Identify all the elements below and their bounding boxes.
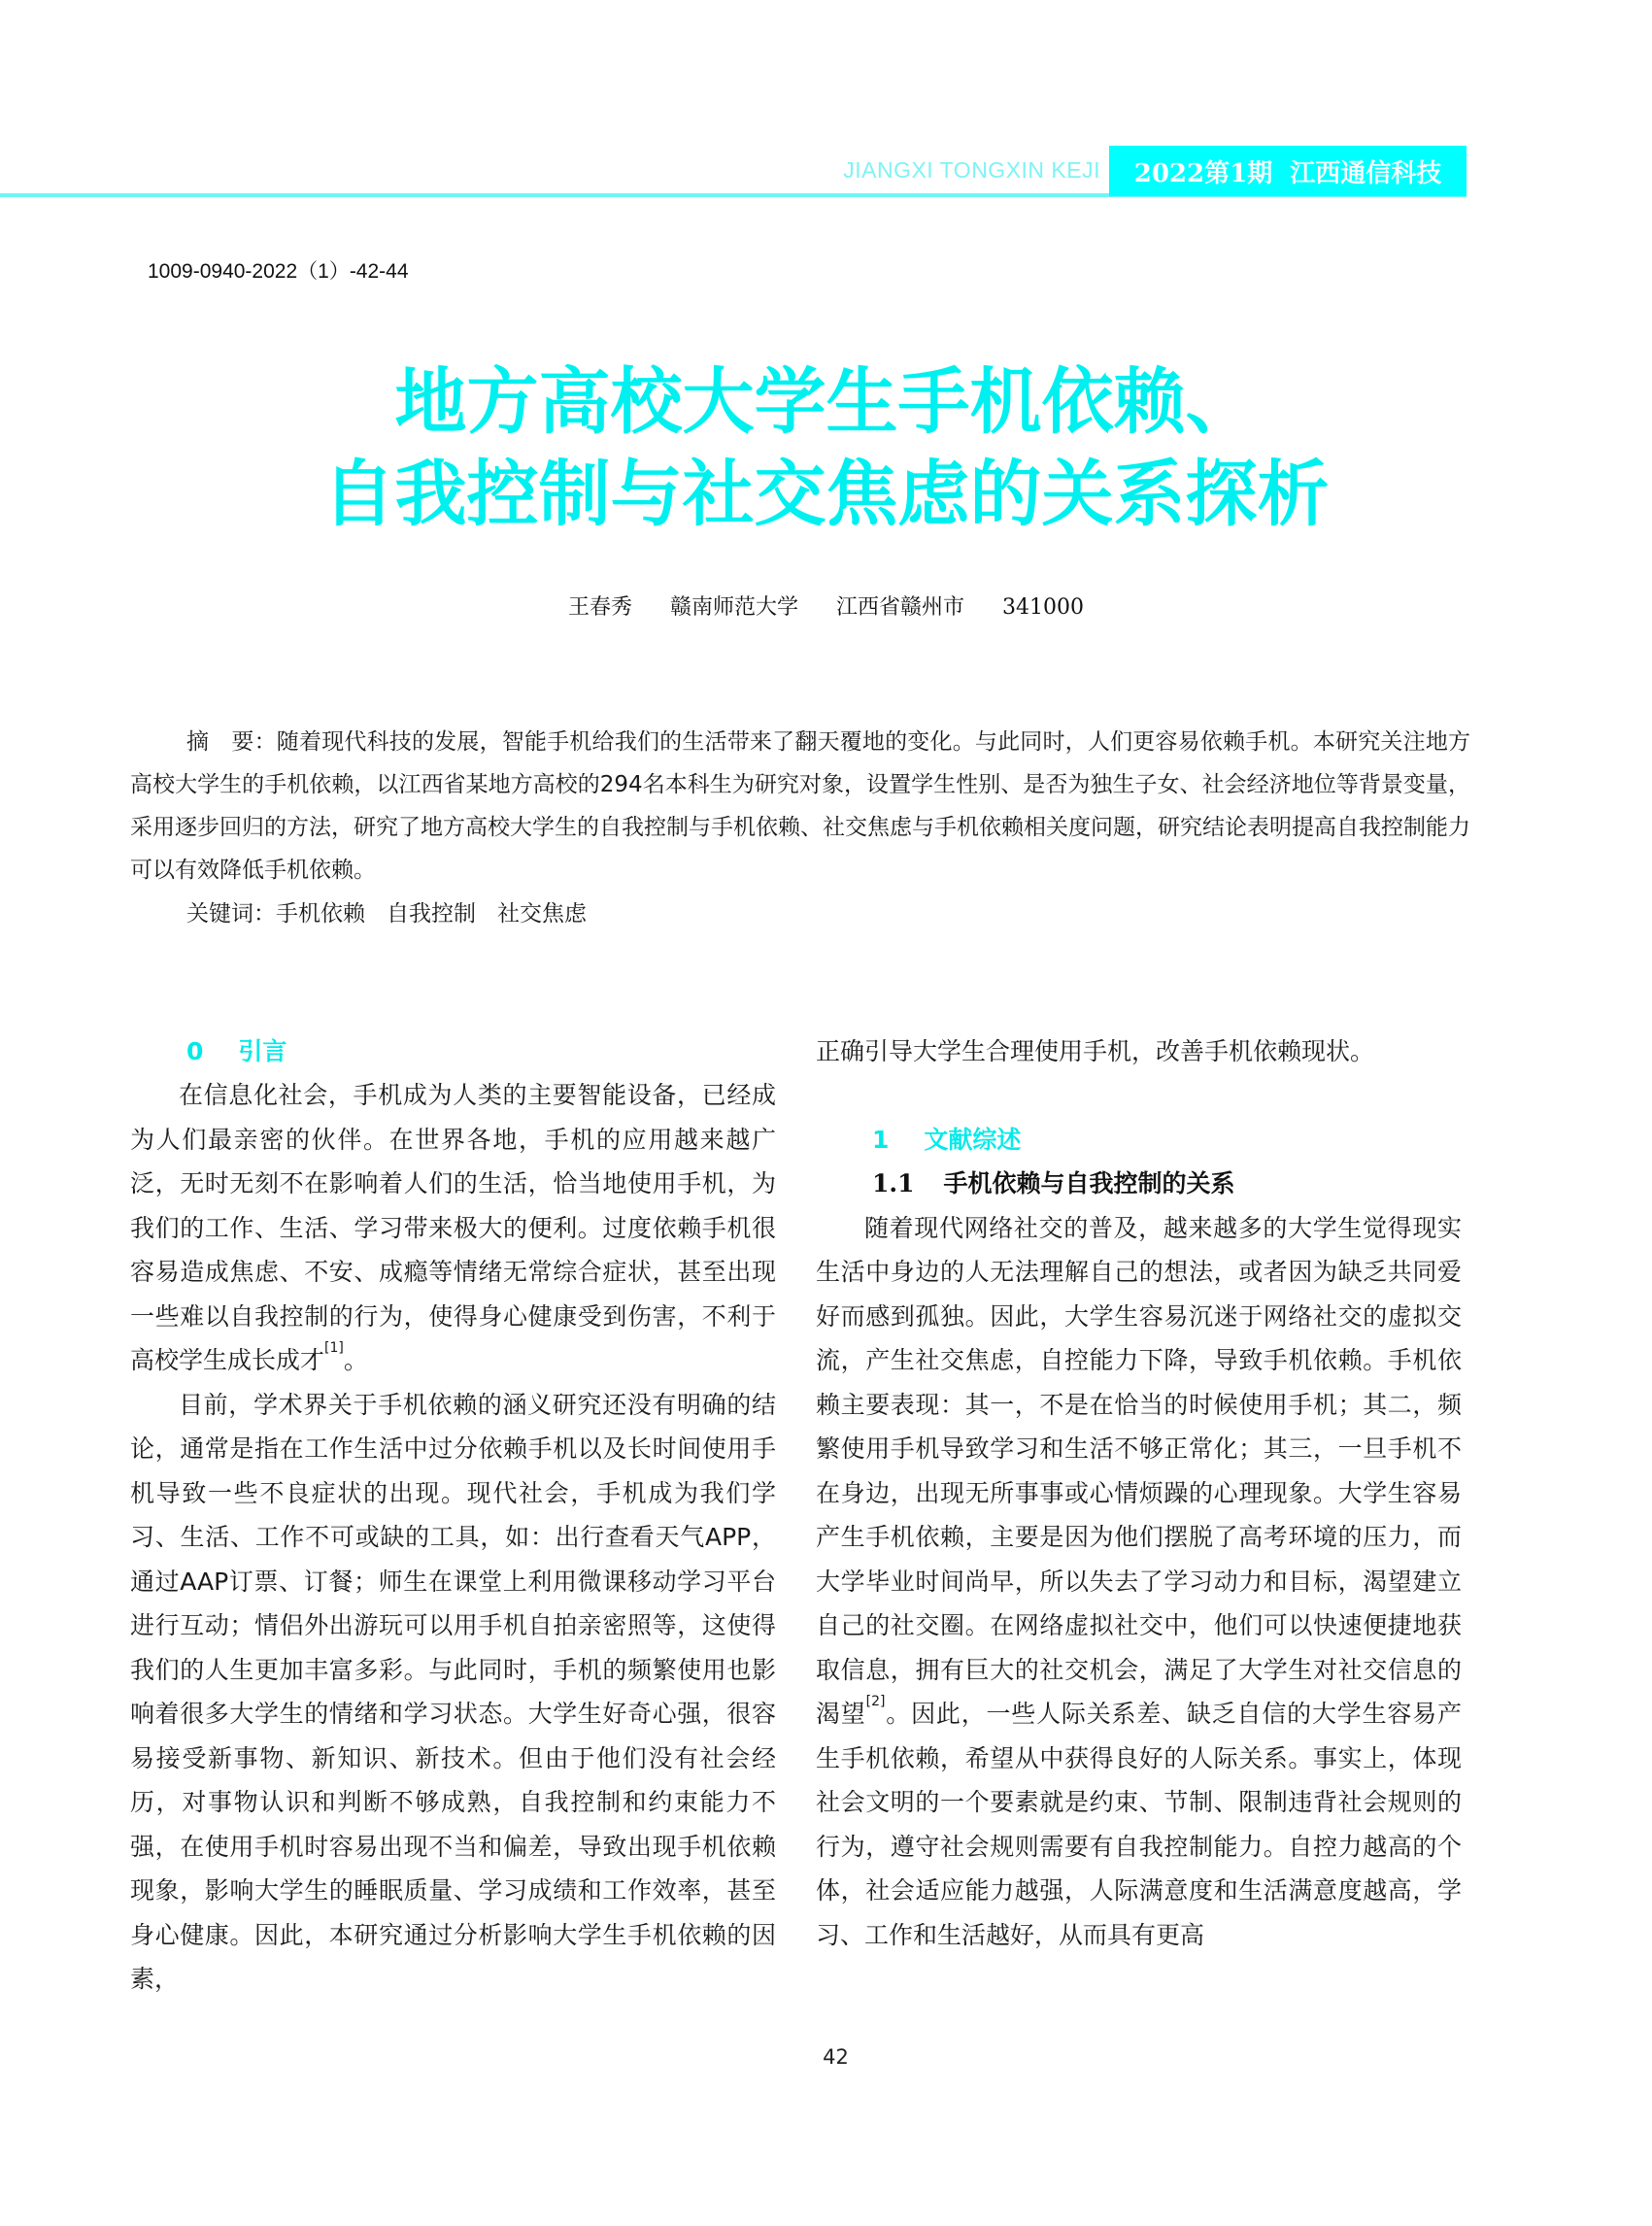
- article-title-line-1: 地方高校大学生手机依赖、: [394, 360, 1258, 444]
- author-postcode: 341000: [1002, 595, 1085, 620]
- keyword: 自我控制: [387, 901, 476, 927]
- author-line: [0, 590, 1652, 621]
- citation-ref[interactable]: [1]: [324, 1340, 344, 1356]
- section-number: 1: [872, 1125, 890, 1154]
- section-heading-introduction: [130, 1029, 776, 1073]
- journal-name-chinese: 江西通信科技: [1290, 158, 1442, 188]
- subsection-title: 手机依赖与自我控制的关系: [943, 1168, 1235, 1197]
- abstract: [130, 721, 1470, 892]
- keywords-label: 关键词：: [186, 901, 276, 927]
- paragraph-end: 。: [343, 1346, 368, 1374]
- journal-name-english: JIANGXI TONGXIN KEJI: [843, 157, 1100, 183]
- document-number: 1009-0940-2022（1）-42-44: [148, 260, 409, 283]
- paragraph: 目前，学术界关于手机依赖的涵义研究还没有明确的结论，通常是指在工作生活中过分依赖手机以及长时间使用手机导致一些不良症状的出现。现代社会，手机成为我们学习、生活、工作不可或缺的工具，如：出行查看天气APP，通过AAP订票、订餐；师生在课堂上利用微课移动学习平台进行互动；情侣外出游玩可以用手机自拍亲密照等，这使得我们的人生更加丰富多彩。与此同时，手机的频繁使用也影响着很多大学生的情绪和学习状态。大学生好奇心强，很容易接受新事物、新知识、新技术。但由于他们没有社会经历，对事物认识和判断不够成熟，自我控制和约束能力不强，在使用手机时容易出现不当和偏差，导致出现手机依赖现象，影响大学生的睡眠质量、学习成绩和工作效率，甚至身心健康。因此，本研究通过分析影响大学生手机依赖的因素，: [130, 1390, 776, 1993]
- journal-issue-banner: [1109, 146, 1467, 196]
- author-location: 江西省赣州市: [836, 595, 965, 620]
- section-title: 文献综述: [924, 1125, 1022, 1154]
- article-title-line-2: 自我控制与社交焦虑的关系探析: [322, 453, 1330, 536]
- paragraph: [816, 1206, 1462, 1958]
- section-number: 0: [186, 1037, 204, 1065]
- body-column-left: [130, 1029, 776, 2002]
- paragraph-text: 在信息化社会，手机成为人类的主要智能设备，已经成为人们最亲密的伙伴。在世界各地，手机的应用越来越广泛，无时无刻不在影响着人们的生活，恰当地使用手机，为我们的工作、生活、学习带来极大的便利。过度依赖手机很容易造成焦虑、不安、成瘾等情绪无常综合症状，甚至出现一些难以自我控制的行为，使得身心健康受到伤害，不利于高校学生成长成才: [130, 1081, 776, 1374]
- keyword: 社交焦虑: [497, 901, 587, 927]
- abstract-text: 随着现代科技的发展，智能手机给我们的生活带来了翻天覆地的变化。与此同时，人们更容易依赖手机。本研究关注地方高校大学生的手机依赖，以江西省某地方高校的294名本科生为研究对象，设置学生性别、是否为独生子女、社会经济地位等背景变量，采用逐步回归的方法，研究了地方高校大学生的自我控制与手机依赖、社交焦虑与手机依赖相关度问题，研究结论表明提高自我控制能力可以有效降低手机依赖。: [130, 729, 1471, 883]
- citation-ref[interactable]: [2]: [865, 1694, 886, 1709]
- paragraph-text: 。因此，一些人际关系差、缺乏自信的大学生容易产生手机依赖，希望从中获得良好的人际关系。事实上，体现社会文明的一个要素就是约束、节制、限制违背社会规则的行为，遵守社会规则需要有自我控制能力。自控力越高的个体，社会适应能力越强，人际满意度和生活满意度越高，学习、工作和生活越好，从而具有更高: [816, 1700, 1462, 1949]
- paragraph-continuation: 正确引导大学生合理使用手机，改善手机依赖现状。: [816, 1037, 1375, 1065]
- body-column-right: [816, 1029, 1462, 1957]
- subsection-number: 1.1: [872, 1168, 915, 1197]
- spacer: [816, 1074, 1462, 1118]
- abstract-label: 摘 要：: [186, 729, 277, 755]
- section-title: 引言: [238, 1037, 287, 1065]
- paragraph: [130, 1073, 776, 1383]
- keyword: 手机依赖: [276, 901, 365, 927]
- subsection-heading: [816, 1162, 1462, 1206]
- author-affiliation: 赣南师范大学: [670, 595, 799, 620]
- section-heading-literature-review: [816, 1118, 1462, 1162]
- paragraph-text: 随着现代网络社交的普及，越来越多的大学生觉得现实生活中身边的人无法理解自己的想法，或者因为缺乏共同爱好而感到孤独。因此，大学生容易沉迷于网络社交的虚拟交流，产生社交焦虑，自控能力下降，导致手机依赖。手机依赖主要表现：其一，不是在恰当的时候使用手机；其二，频繁使用手机导致学习和生活不够正常化；其三，一旦手机不在身边，出现无所事事或心情烦躁的心理现象。大学生容易产生手机依赖，主要是因为他们摆脱了高考环境的压力，而大学毕业时间尚早，所以失去了学习动力和目标，渴望建立自己的社交圈。在网络虚拟社交中，他们可以快速便捷地获取信息，拥有巨大的社交机会，满足了大学生对社交信息的渴望: [816, 1213, 1462, 1728]
- author-name: 王春秀: [567, 595, 632, 620]
- issue-label: 2022第1期: [1133, 158, 1273, 188]
- page-number: 42: [823, 2045, 849, 2069]
- keywords: [186, 893, 608, 935]
